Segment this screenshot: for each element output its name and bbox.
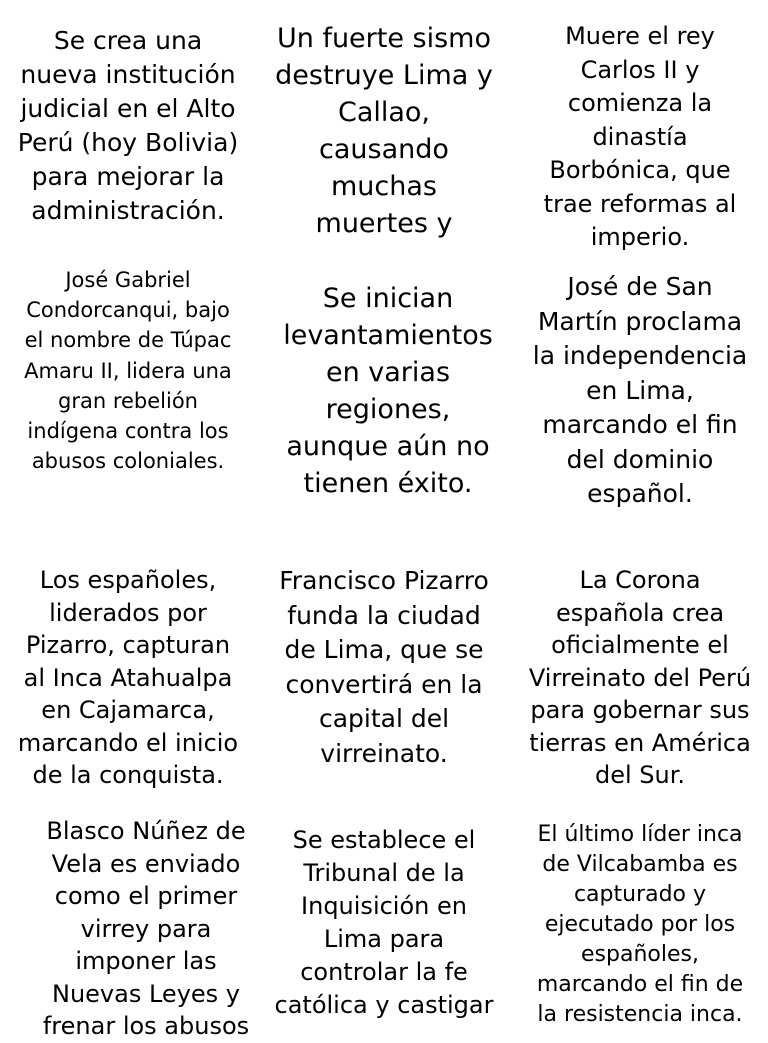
event-card-text: La Corona española crea oficialmente el Virreinato del Perú para gobernar sus tierras en América del Sur. <box>528 566 752 789</box>
event-card-atahualpa-capture <box>0 564 256 792</box>
event-card-text: Se crea una nueva institución judicial en el Alto Perú (hoy Bolivia) para mejorar la administración. <box>17 26 239 225</box>
event-card-text: El último líder inca de Vilcabamba es capturado y ejecutado por los españoles, marcando el fin de la resistencia inca. <box>536 822 744 1027</box>
event-card-viceroyalty-creation <box>508 564 768 792</box>
event-card-bourbon-dynasty <box>512 20 768 255</box>
event-card-text: Se inician levantamientos en varias regiones, aunque aún no tienen éxito. <box>283 283 493 499</box>
event-card-tupac-amaru <box>0 265 256 476</box>
event-card-lima-founding <box>256 564 512 771</box>
event-card-last-inca-leader <box>512 820 768 1030</box>
event-card-uprisings <box>256 280 520 502</box>
event-card-text: Se establece el Tribunal de la Inquisición en Lima para controlar la fe católica y castigar <box>274 826 494 1019</box>
event-card-text: Un fuerte sismo destruye Lima y Callao, causando muchas muertes y <box>275 23 493 239</box>
event-card-text: José Gabriel Condorcanqui, bajo el nombre de Túpac Amaru II, lidera una gran rebelión indígena contra los abusos coloniales. <box>24 268 232 474</box>
event-card-alto-peru-audiencia <box>0 24 256 228</box>
event-card-text: Los españoles, liderados por Pizarro, capturan al Inca Atahualpa en Cajamarca, marcando el inicio de la conquista. <box>17 566 239 789</box>
event-card-earthquake-lima <box>256 20 512 242</box>
event-card-text: Francisco Pizarro funda la ciudad de Lima, que se convertirá en la capital del virreinato. <box>279 566 489 768</box>
event-card-text: Muere el rey Carlos II y comienza la dinastía Borbónica, que trae reformas al imperio. <box>543 22 737 251</box>
event-card-text: José de San Martín proclama la independencia en Lima, marcando el fin del dominio español. <box>532 272 748 508</box>
event-card-text: Blasco Núñez de Vela es enviado como el primer virrey para imponer las Nuevas Leyes y frenar los abusos <box>42 817 250 1040</box>
event-card-first-viceroy <box>20 815 272 1043</box>
event-card-inquisition <box>256 824 512 1022</box>
event-card-san-martin-independence <box>512 270 768 512</box>
